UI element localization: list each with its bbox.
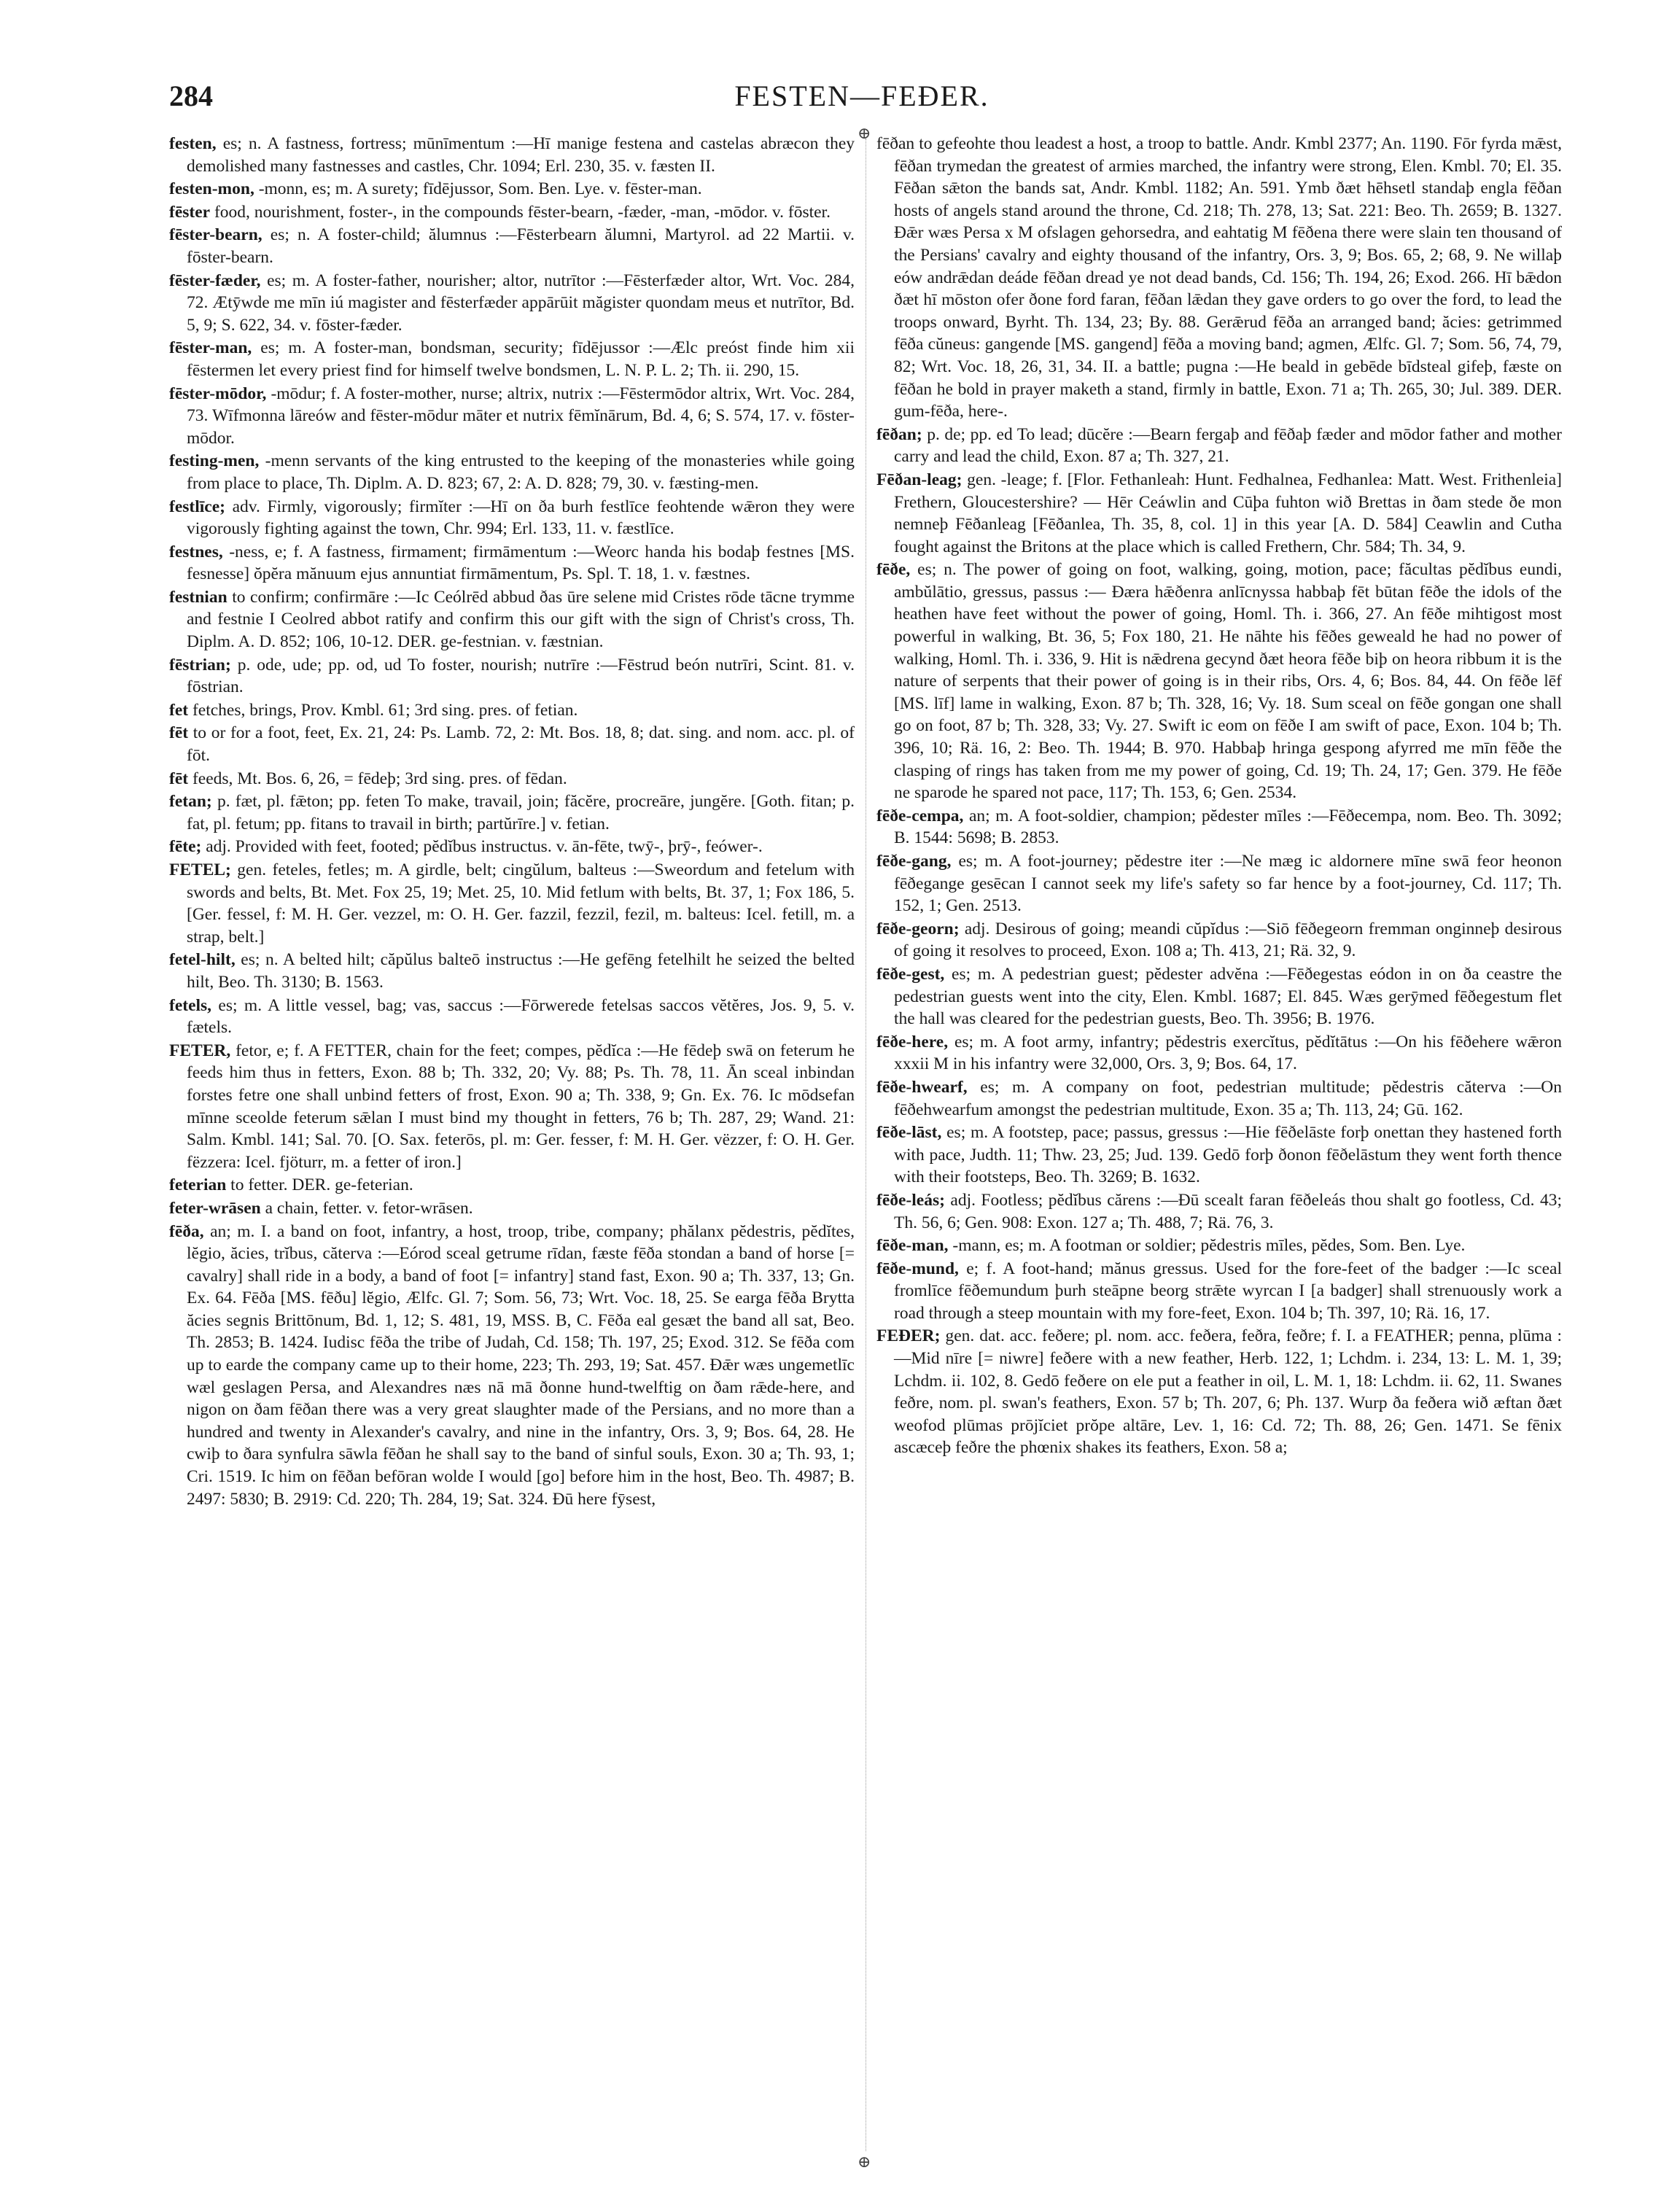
dictionary-entry: [169, 768, 855, 790]
entry-headword: fēster-fæder,: [169, 271, 261, 290]
dictionary-entry: [876, 805, 1562, 850]
dictionary-entry: [876, 1076, 1562, 1121]
dictionary-entry: [169, 722, 855, 766]
entry-definition: es; m. A foot army, infantry; pĕdestris exercĭtus, pĕdĭtātus :—On his fēðehere wǣron xxxii M in his infantry were 32,000, Ors. 3, 9; Bos. 64, 17.: [894, 1032, 1562, 1074]
entry-headword: festing-men,: [169, 451, 260, 471]
dictionary-entry: [169, 586, 855, 653]
entry-headword: fēster: [169, 202, 211, 222]
dictionary-entry: [169, 133, 855, 177]
dictionary-entry: [876, 1325, 1562, 1459]
entry-definition: an; m. I. a band on foot, infantry, a host, troop, tribe, company; phălanx pĕdestris, pĕdĭtes, lĕgio, ăcies, trĭbus, căterva :—Eórod sceal getrume rīdan, fæste fēða stondan a band of horse [= cavalry] shall ride in a body, a band of foot [= infantry] stand fast, Exon. 90 a; Th. 337, 13; Gn. Ex. 64. Fēða [MS. fēðu] lĕgio, Ælfc. Gl. 7; Som. 56, 73; Wrt. Voc. 18, 25. Se earga fēða Brytta ăcies segnis Brittōnum, Bd. 1, 12; S. 481, 19, MSS. B, C. Fēða eal gesæt the band all sat, Beo. Th. 2853; B. 1424. Iudisc fēða the tribe of Judah, Cd. 158; Th. 197, 25; Exod. 312. Se fēða com up to earde the company came up to their home, 223; Th. 293, 19; Sat. 457. Ðǣr wæs ungemetlīc wæl geslagen Persa, and Alexandres næs nā mā ðonne hund-twelftig on ðam rǣde-here, and nigon on ðam fēðan there was a very great slaughter made of the Persians, and no more than a hundred and twenty in Alexander's cavalry, and nine in the infantry, Ors. 3, 9; Bos. 64, 28. He cwiþ to ðara synfulra sāwla fēðan he shall say to the band of sinful souls, Exon. 30 a; Th. 93, 1; Cri. 1519. Ic him on fēðan befōran wolde I would [go] before him in the host, Beo. Th. 4987; B. 2497: 5830; B. 2919: Cd. 220; Th. 284, 19; Sat. 324. Ðū here fȳsest,: [187, 1221, 855, 1509]
entry-headword: fēt: [169, 769, 189, 788]
running-title: FESTEN—FEÐER.: [734, 79, 989, 112]
dictionary-entry: [169, 337, 855, 381]
dictionary-entry: [876, 1189, 1562, 1234]
entry-headword: FEÐER;: [876, 1326, 941, 1346]
entry-definition: es; m. A footstep, pace; passus, gressus :—Hie fēðelāste forþ onettan they hastened forth with pace, Judth. 11; Thw. 23, 25; Jud. 139. Gedō forþ ðonon fēðelāstum they went forth thence with their footsteps, Beo. Th. 3269; B. 1632.: [894, 1123, 1562, 1187]
entry-headword: fēstrian;: [169, 655, 231, 675]
dictionary-entry: [169, 1221, 855, 1511]
entry-definition: adj. Footless; pĕdĭbus cărens :—Ðū scealt faran fēðeleás thou shalt go footless, Cd. 43; Th. 56, 6; Gen. 908: Exon. 127 a; Th. 488, 7; Rä. 76, 3.: [894, 1190, 1562, 1232]
entry-headword: fēðe-mund,: [876, 1259, 959, 1278]
dictionary-entry: [169, 201, 855, 224]
entry-headword: fēðe-gest,: [876, 964, 945, 984]
entry-definition: es; n. A foster-child; ălumnus :—Fēsterbearn ălumni, Martyrol. ad 22 Martii. v. fōster-bearn.: [187, 225, 855, 267]
entry-definition: fetches, brings, Prov. Kmbl. 61; 3rd sing. pres. of fetian.: [188, 700, 578, 720]
left-column: [169, 133, 855, 2174]
entry-headword: FETER,: [169, 1041, 231, 1060]
dictionary-entry: [876, 424, 1562, 468]
entry-definition: to or for a foot, feet, Ex. 21, 24: Ps. Lamb. 72, 2: Mt. Bos. 18, 8; dat. sing. and nom. acc. pl. of fōt.: [187, 723, 855, 766]
page-header: [169, 79, 1555, 123]
entry-definition: a chain, fetter. v. fetor-wrāsen.: [260, 1198, 473, 1218]
dictionary-entry: [876, 1258, 1562, 1325]
entry-headword: festen-mon,: [169, 179, 254, 199]
entry-definition: adj. Desirous of going; meandi cŭpĭdus :—Siō fēðegeorn fremman onginneþ desirous of going it resolves to proceed, Exon. 108 a; Th. 413, 21; Rä. 32, 9.: [894, 919, 1562, 961]
dictionary-entry: [169, 178, 855, 201]
dictionary-entry: [169, 1040, 855, 1174]
dictionary-entry: [169, 224, 855, 268]
entry-definition: es; m. A company on foot, pedestrian multitude; pĕdestris căterva :—On fēðehwearfum amongst the pedestrian multitude, Exon. 35 a; Th. 113, 24; Gū. 162.: [894, 1077, 1562, 1119]
entry-headword: fēster-bearn,: [169, 225, 262, 245]
entry-headword: fetel-hilt,: [169, 950, 236, 970]
dictionary-entry: [876, 1122, 1562, 1189]
dictionary-entry: [169, 450, 855, 494]
entry-headword: fēster-man,: [169, 338, 252, 358]
entry-definition: e; f. A foot-hand; mănus gressus. Used for the fore-feet of the badger :—Ic sceal fromlīce fēðemundum þurh steāpne beorg strǣte wyrcan I [a badger] shall strenuously work a road through a steep mountain with my fore-feet, Exon. 104 b; Th. 397, 10; Rä. 16, 17.: [894, 1259, 1562, 1323]
dictionary-entry: [876, 133, 1562, 423]
entry-headword: festlīce;: [169, 497, 225, 516]
page-number: 284: [169, 79, 213, 112]
entry-headword: fēðe-leás;: [876, 1190, 945, 1210]
dictionary-entry: [169, 949, 855, 993]
entry-headword: festnes,: [169, 542, 223, 561]
right-column: [876, 133, 1562, 2174]
entry-definition: gen. -leage; f. [Flor. Fethanleah: Hunt. Fedhalnea, Fedhanlea: Matt. West. Frithenleia] Frethern, Gloucestershire? — Hēr Ceáwlin and Cūþa fuhton wið Brettas in ðam stede ðe mon nemneþ Fēðanleag [Fēðanlea, Th. 35, 8, col. 1] in this year [A. D. 584] Ceawlin and Cutha fought against the Britons at the place which is called Frethern, Chr. 584; Th. 34, 9.: [894, 470, 1562, 556]
entry-headword: fēðe-here,: [876, 1032, 949, 1051]
entry-definition: to confirm; confirmāre :—Ic Ceólrēd abbud ðas ūre selene mid Cristes rōde tācne trymme and festnie I Ceolred abbot ratify and confirm this our gift with the sign of Christ's cross, Th. Diplm. A. D. 852; 106, 10-12. DER. ge-festnian. v. fæstnian.: [187, 587, 855, 652]
entry-definition: feeds, Mt. Bos. 6, 26, = fēdeþ; 3rd sing. pres. of fēdan.: [188, 769, 567, 788]
dictionary-entry: [876, 850, 1562, 917]
dictionary-entry: [876, 918, 1562, 963]
entry-definition: es; m. A little vessel, bag; vas, saccus :—Fōrwerede fetelsas saccos vĕtĕres, Jos. 9, 5. v. fætels.: [187, 995, 855, 1038]
entry-headword: festnian: [169, 587, 228, 607]
entry-definition: p. de; pp. ed To lead; dūcĕre :—Bearn fergaþ and fēðaþ fæder and mōdor father and mother carry and lead the child, Exon. 87 a; Th. 327, 21.: [894, 424, 1562, 467]
column-ornament-top-icon: ⊕: [858, 124, 871, 142]
entry-definition: es; m. A foster-father, nourisher; altor, nutrītor :—Fēsterfæder altor, Wrt. Voc. 284, 72. Ætȳwde me mīn iú magister and fēsterfæder appārūit măgister quondam meus et nutrītor, Bd. 5, 9; S. 622, 34. v. fōster-fæder.: [187, 271, 855, 335]
entry-headword: fēðan;: [876, 424, 922, 444]
entry-definition: -ness, e; f. A fastness, firmament; firmāmentum :—Weorc handa his bodaþ festnes [MS. fesnesse] ŏpĕra mănuum ejus annuntiat firmāmentum, Ps. Spl. T. 18, 1. v. fæstnes.: [187, 542, 855, 584]
entry-headword: fēðe-georn;: [876, 919, 960, 938]
dictionary-entry: [169, 1197, 855, 1220]
entry-headword: fēðe-cempa,: [876, 806, 964, 825]
dictionary-entry: [876, 559, 1562, 804]
dictionary-entry: [169, 383, 855, 450]
entry-headword: fēte;: [169, 837, 202, 857]
entry-headword: fet: [169, 700, 189, 720]
dictionary-entry: [169, 790, 855, 835]
entry-definition: fēðan to gefeohte thou leadest a host, a troop to battle. Andr. Kmbl 2377; An. 1190. Fōr fyrda mǣst, fēðan trymedan the greatest of armies marched, the infantry were strong, Elen. Kmbl. 70; El. 35. Fēðan sǣton the bands sat, Andr. Kmbl. 1182; An. 591. Ymb ðæt hēhsetl standaþ engla fēðan hosts of angels stand around the throne, Cd. 218; Th. 278, 13; Sat. 221: Beo. Th. 2659; B. 1327. Ðǣr wæs Persa x M ofslagen gehorsedra, and eahtatig M fēðena there were slain ten thousand of the Persians' cavalry and eighty thousand of the infantry, Ors. 3, 9; Bos. 65, 2; 68, 9. Ne willaþ eów andrǣdan deáde fēðan dread ye not dead bands, Cd. 156; Th. 194, 26; Exod. 266. Hī bǣdon ðæt hī mōston ofer ðone ford faran, fēðan lǣdan they gave orders to go over the ford, to lead the troops onward, Byrht. Th. 134, 23; By. 88. Gerǣrud fēða an arranged band; ăcies: getrimmed fēða cŭneus: gangende [MS. gangend] fēða a moving band; agmen, Ælfc. Gl. 7; Som. 56, 74, 79, 82; Wrt. Voc. 18, 26, 31, 34. II. a battle; pugna :—He beald in gebēde bīdsteal gifeþ, fæste on fēðan he bold in prayer maketh a stand, firmly in battle, Exon. 71 a; Th. 265, 30; Jul. 389. DER. gum-fēða, here-.: [876, 134, 1562, 421]
entry-headword: fēða,: [169, 1221, 204, 1241]
entry-definition: -menn servants of the king entrusted to the keeping of the monasteries while going from place to place, Th. Diplm. A. D. 823; 67, 2: A. D. 828; 79, 30. v. fæsting-men.: [187, 451, 855, 493]
entry-definition: -monn, es; m. A surety; fīdējussor, Som. Ben. Lye. v. fēster-man.: [254, 179, 702, 199]
entry-headword: fēðe-gang,: [876, 852, 952, 871]
entry-definition: es; n. The power of going on foot, walking, going, motion, pace; făcultas pĕdĭbus eundi, ambŭlātio, gressus, passus :— Ðæra hǣðenra anlīcnyssa habbaþ fēt būtan fēðe the idols of the heathen have feet without the power of going, Homl. Th. i. 366, 27. An fēðe mihtigost most powerful in walking, Bt. 36, 5; Fox 180, 21. He nāhte his fēðes geweald he had no power of walking, Homl. Th. i. 336, 9. Hit is nǣdrena gecynd ðæt heora fēðe biþ on heora ribbum it is the nature of serpents that their power of going is in their ribs, Ors. 4, 6; Bos. 84, 44. On fēðe lēf [MS. līf] lame in walking, Exon. 87 b; Th. 328, 16; Vy. 18. Sum sceal on fēðe gongan one shall go on foot, 87 b; Th. 328, 33; Vy. 27. Swift ic eom on fēðe I am swift of pace, Exon. 104 b; Th. 396, 10; Rä. 16, 2: Beo. Th. 1944; B. 970. Habbaþ hringa gespong afyrred me mīn fēðe the clasping of rings has taken from me my power of going, Cd. 19; Th. 24, 17; Gen. 379. He fēðe ne sparode he spared not pace, 117; Th. 153, 6; Gen. 2534.: [894, 560, 1562, 803]
entry-headword: feterian: [169, 1175, 227, 1195]
dictionary-entry: [169, 1174, 855, 1197]
entry-definition: es; m. A foot-journey; pĕdestre iter :—Ne mæg ic aldornere mīne swā feor heonon fēðegange gesēcan I cannot seek my life's safety so far hence by a foot-journey, Cd. 117; Th. 152, 1; Gen. 2513.: [894, 852, 1562, 916]
entry-headword: festen,: [169, 134, 217, 153]
entry-headword: fēðe-hwearf,: [876, 1077, 968, 1097]
entry-definition: es; m. A pedestrian guest; pĕdester advĕna :—Fēðegestas eódon in on ða ceastre the pedestrian guests went into the city, Elen. Kmbl. 1687; El. 845. Wæs gerȳmed fēðegestum flet the hall was cleared for the pedestrian guests, Beo. Th. 3956; B. 1976.: [894, 964, 1562, 1029]
entry-headword: fetels,: [169, 995, 212, 1015]
entry-definition: -mann, es; m. A footman or soldier; pĕdestris mīles, pĕdes, Som. Ben. Lye.: [948, 1236, 1466, 1256]
entry-headword: fetan;: [169, 792, 212, 812]
dictionary-entry: [169, 699, 855, 722]
entry-definition: fetor, e; f. A FETTER, chain for the feet; compes, pĕdĭca :—He fēdeþ swā on feterum he feeds him thus in fetters, Exon. 88 b; Th. 332, 20; Vy. 88; Ps. Th. 78, 11. Ān sceal inbindan forstes fetre one shall unbind fetters of frost, Exon. 90 a; Th. 338, 9; Gn. Ex. 76. Ic mōdsefan mīnne sceolde feterum sǣlan I must bind my thought in fetters, 76 b; Th. 287, 29; Wand. 21: Salm. Kmbl. 141; Sal. 70. [O. Sax. feterōs, pl. m: Ger. fesser, f: M. H. Ger. vëzzer, f: O. H. Ger. fëzzera: Icel. fjöturr, m. a fetter of iron.]: [187, 1041, 855, 1172]
entry-definition: adv. Firmly, vigorously; firmĭter :—Hī on ða burh festlīce feohtende wǣron they were vigorously fighting against the town, Chr. 994; Erl. 133, 11. v. fæstlīce.: [187, 497, 855, 539]
dictionary-entry: [169, 270, 855, 337]
entry-definition: food, nourishment, foster-, in the compounds fēster-bearn, -fæder, -man, -mōdor. v. fōster.: [210, 202, 831, 222]
dictionary-entry: [169, 859, 855, 948]
entry-headword: fēðe-man,: [876, 1236, 949, 1256]
dictionary-entry: [169, 836, 855, 858]
entry-headword: fēt: [169, 723, 189, 743]
dictionary-entry: [169, 496, 855, 540]
entry-headword: feter-wrāsen: [169, 1198, 261, 1218]
entry-definition: adj. Provided with feet, footed; pĕdĭbus instructus. v. ān-fēte, twȳ-, þrȳ-, feówer-.: [201, 837, 763, 857]
entry-definition: p. ode, ude; pp. od, ud To foster, nourish; nutrīre :—Fēstrud beón nutrīri, Scint. 81. v. fōstrian.: [187, 655, 855, 697]
dictionary-entry: [876, 1031, 1562, 1076]
entry-definition: -mōdur; f. A foster-mother, nurse; altrix, nutrix :—Fēstermōdor altrix, Wrt. Voc. 284, 73. Wīfmonna lāreów and fēster-mōdur māter et nutrix fēmĭnārum, Bd. 4, 6; S. 574, 17. v. fōster-mōdor.: [187, 384, 855, 448]
entry-definition: es; n. A fastness, fortress; mūnīmentum :—Hī manige festena and castelas abræcon they demolished many fastnesses and castles, Chr. 1094; Erl. 230, 35. v. fæsten II.: [187, 134, 855, 176]
entry-headword: FETEL;: [169, 860, 231, 879]
entry-headword: fēðe-lāst,: [876, 1123, 942, 1143]
entry-definition: es; n. A belted hilt; căpŭlus balteō instructus :—He gefēng fetelhilt he seized the belted hilt, Beo. Th. 3130; B. 1563.: [187, 950, 855, 992]
dictionary-entry: [876, 469, 1562, 558]
entry-definition: es; m. A foster-man, bondsman, security; fīdējussor :—Ælc preóst finde him xii fēstermen let every priest find for himself twelve bondsmen, L. N. P. L. 2; Th. ii. 290, 15.: [187, 338, 855, 380]
dictionary-entry: [169, 654, 855, 699]
entry-headword: fēster-mōdor,: [169, 384, 267, 403]
dictionary-entry: [169, 995, 855, 1039]
entry-definition: to fetter. DER. ge-feterian.: [226, 1175, 413, 1195]
entry-definition: gen. dat. acc. feðere; pl. nom. acc. feðera, feðra, feðre; f. I. a FEATHER; penna, plūma :—Mid nīre [= niwre] feðere with a new feather, Herb. 122, 1; Lchdm. i. 234, 13: L. M. 1, 39; Lchdm. ii. 102, 8. Gedō feðere on ele put a feather in oil, L. M. 1, 18: Lchdm. ii. 62, 11. Swanes feðre, nom. pl. swan's feathers, Exon. 57 b; Th. 207, 6; Ph. 137. Wurp ða feðera wið æftan ðæt weofod plūmas prōjĭciet prŏpe altāre, Lev. 1, 16: Cd. 72; Th. 88, 26; Gen. 1471. Se fēnix ascæceþ feðre the phœnix shakes its feathers, Exon. 58 a;: [894, 1326, 1562, 1458]
dictionary-entry: [876, 1235, 1562, 1257]
column-ornament-bottom-icon: ⊕: [858, 2153, 871, 2171]
dictionary-entry: [169, 541, 855, 586]
dictionary-entry: [876, 963, 1562, 1030]
entry-definition: gen. feteles, fetles; m. A girdle, belt; cingŭlum, balteus :—Sweordum and fetelum with swords and belts, Bt. Met. Fox 25, 19; Met. 25, 10. Mid fetlum with belts, Bt. 37, 1; Fox 186, 5. [Ger. fessel, f: M. H. Ger. vezzel, m: O. H. Ger. fazzil, fezzil, fezil, m. balteus: Icel. fetill, m. a strap, belt.]: [187, 860, 855, 946]
entry-definition: an; m. A foot-soldier, champion; pĕdester mīles :—Fēðecempa, nom. Beo. Th. 3092; B. 1544: 5698; B. 2853.: [894, 806, 1562, 848]
entry-definition: p. fæt, pl. fǣton; pp. feten To make, travail, join; făcĕre, procreāre, jungĕre. [Goth. fitan; p. fat, pl. fetum; pp. fitans to travail in birth; partŭrīre.] v. fetian.: [187, 792, 855, 833]
entry-headword: Fēðan-leag;: [876, 470, 962, 489]
entry-headword: fēðe,: [876, 560, 911, 580]
